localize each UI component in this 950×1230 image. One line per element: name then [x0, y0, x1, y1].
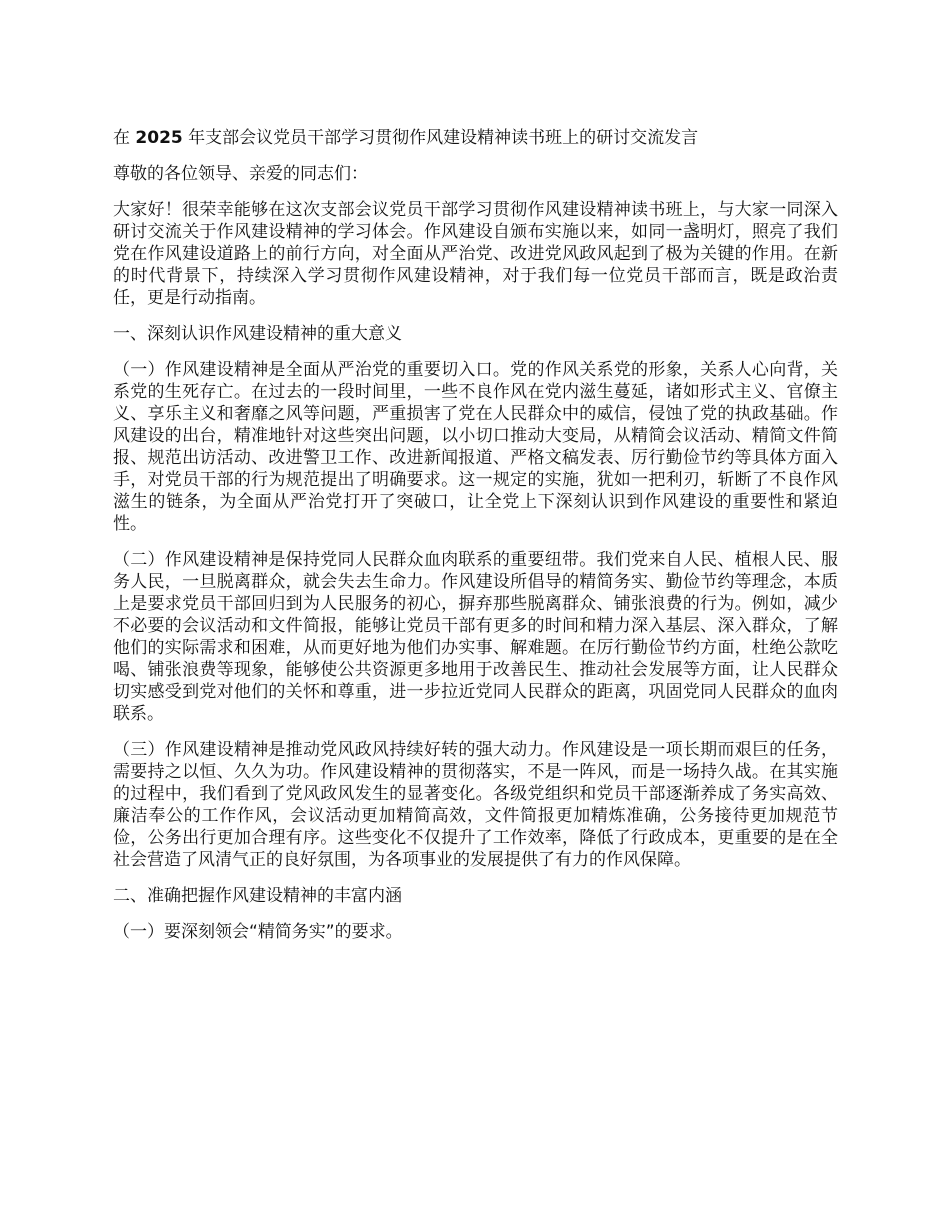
title-year: 2025	[135, 128, 183, 148]
section-1-heading: 一、深刻认识作风建设精神的重大意义	[113, 324, 402, 344]
section-1-paragraph-1: （一）作风建设精神是全面从严治党的重要切入口。党的作风关系党的形象，关系人心向背，关系党的生死存亡。在过去的一段时间里，一些不良作风在党内滋生蔓延，诸如形式主义、官僚主义、享乐主义和奢靡之风等问题，严重损害了党在人民群众中的威信，侵蚀了党的执政基础。作风建设的出台，精准地针对这些突出问题，以小切口推动大变局，从精简会议活动、精简文件简报、规范出访活动、改进警卫工作、改进新闻报道、严格文稿发表、厉行勤俭节约等具体方面入手，对党员干部的行为规范提出了明确要求。这一规定的实施，犹如一把利刃，斩断了不良作风滋生的链条，为全面从严治党打开了突破口，让全党上下深刻认识到作风建设的重要性和紧迫性。	[113, 360, 838, 534]
section-1-paragraph-3: （三）作风建设精神是推动党风政风持续好转的强大动力。作风建设是一项长期而艰巨的任务，需要持之以恒、久久为功。作风建设精神的贯彻落实，不是一阵风，而是一场持久战。在其实施的过程中，我们看到了党风政风发生的显著变化。各级党组织和党员干部逐渐养成了务实高效、廉洁奉公的工作作风，会议活动更加精简高效，文件简报更加精炼准确，公务接待更加规范节俭，公务出行更加合理有序。这些变化不仅提升了工作效率，降低了行政成本，更重要的是在全社会营造了风清气正的良好氛围，为各项事业的发展提供了有力的作风保障。	[113, 740, 838, 870]
section-1-paragraph-2: （二）作风建设精神是保持党同人民群众血肉联系的重要纽带。我们党来自人民、植根人民、服务人民，一旦脱离群众，就会失去生命力。作风建设所倡导的精简务实、勤俭节约等理念，本质上是要求党员干部回归到为人民服务的初心，摒弃那些脱离群众、铺张浪费的行为。例如，减少不必要的会议活动和文件简报，能够让党员干部有更多的时间和精力深入基层、深入群众，了解他们的实际需求和困难，从而更好地为他们办实事、解难题。在厉行勤俭节约方面，杜绝公款吃喝、铺张浪费等现象，能够使公共资源更多地用于改善民生、推动社会发展等方面，让人民群众切实感受到党对他们的关怀和尊重，进一步拉近党同人民群众的距离，巩固党同人民群众的血肉联系。	[113, 550, 838, 724]
section-2-heading: 二、准确把握作风建设精神的丰富内涵	[113, 886, 402, 906]
salutation: 尊敬的各位领导、亲爱的同志们：	[113, 164, 368, 184]
title-suffix: 年支部会议党员干部学习贯彻作风建设精神读书班上的研讨交流发言	[188, 128, 699, 148]
section-2-paragraph-1: （一）要深刻领会“精简务实”的要求。	[113, 922, 403, 942]
intro-paragraph: 大家好！很荣幸能够在这次支部会议党员干部学习贯彻作风建设精神读书班上，与大家一同深入研讨交流关于作风建设精神的学习体会。作风建设自颁布实施以来，如同一盏明灯，照亮了我们党在作风建设道路上的前行方向，对全面从严治党、改进党风政风起到了极为关键的作用。在新的时代背景下，持续深入学习贯彻作风建设精神，对于我们每一位党员干部而言，既是政治责任，更是行动指南。	[113, 200, 838, 308]
document-title	[113, 127, 838, 149]
title-prefix: 在	[113, 128, 130, 148]
